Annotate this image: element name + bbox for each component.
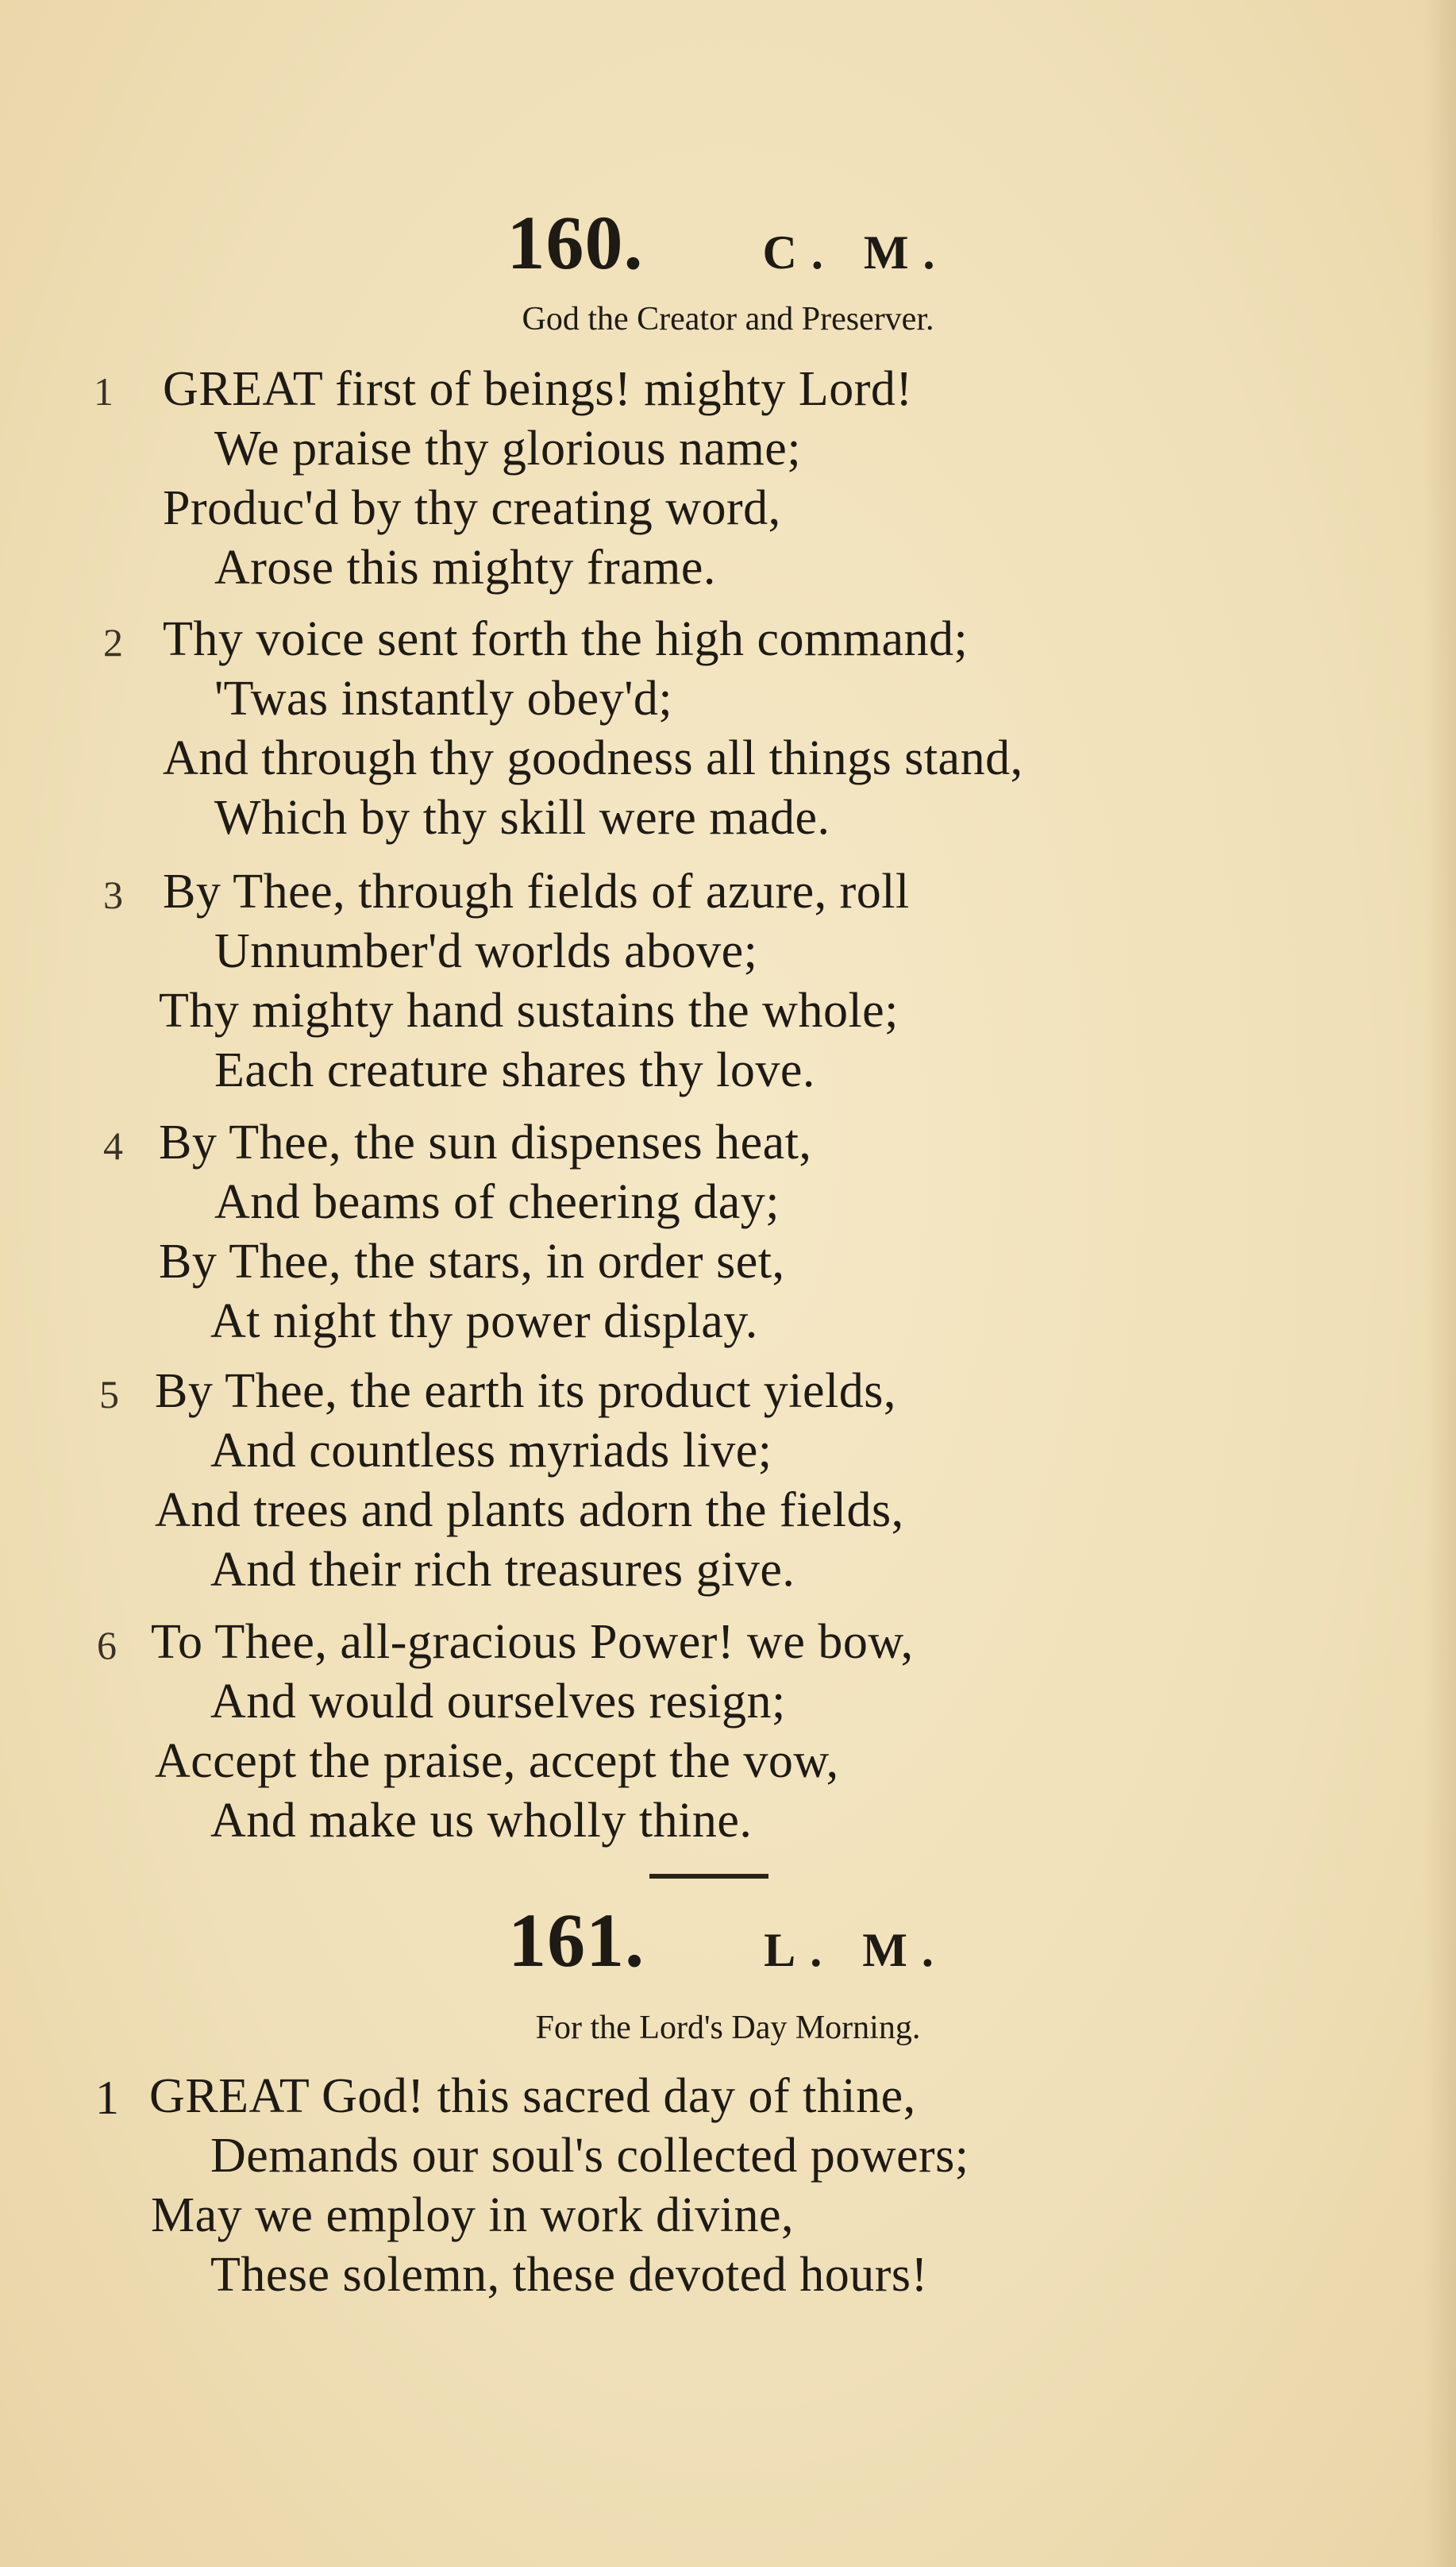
verse-line: May we employ in work divine,: [151, 2188, 795, 2242]
section-divider-rule: [649, 1874, 768, 1879]
verse-line: And beams of cheering day;: [214, 1175, 780, 1229]
page-edge-shadow: [1424, 0, 1456, 2567]
hymn-160-title: God the Creator and Preserver.: [522, 301, 934, 337]
verse-line: We praise thy glorious name;: [214, 422, 802, 476]
verse-line: Accept the praise, accept the vow,: [155, 1734, 839, 1788]
verse-number: 3: [103, 873, 123, 917]
hymn-161-title: For the Lord's Day Morning.: [535, 2010, 921, 2046]
verse-line: Each creature shares thy love.: [214, 1043, 815, 1097]
verse-number: 5: [99, 1372, 119, 1416]
verse-line: At night thy power display.: [210, 1294, 758, 1348]
verse-line: Produc'd by thy creating word,: [163, 481, 781, 535]
hymn-160-header: [0, 198, 1456, 287]
verse-number: 4: [103, 1124, 123, 1168]
verse-number: 6: [97, 1623, 117, 1667]
verse-number: 1: [94, 369, 114, 414]
verse-line: Thy mighty hand sustains the whole;: [159, 984, 899, 1038]
hymn-number: 160.: [507, 200, 644, 285]
verse-line: By Thee, the stars, in order set,: [159, 1235, 785, 1289]
verse-line: 'Twas instantly obey'd;: [214, 672, 673, 726]
verse-line: And their rich treasures give.: [210, 1543, 795, 1597]
verse-line: And trees and plants adorn the fields,: [155, 1483, 904, 1537]
verse-line: Arose this mighty frame.: [214, 541, 716, 595]
verse-line: GREAT first of beings! mighty Lord!: [163, 362, 913, 416]
verse-number: 1: [95, 2072, 119, 2124]
verse-line: And through thy goodness all things stand,: [163, 731, 1023, 785]
hymn-meter: L. M.: [764, 1924, 948, 1976]
verse-number: 2: [103, 620, 123, 665]
verse-line: And make us wholly thine.: [210, 1794, 753, 1848]
verse-line: GREAT God! this sacred day of thine,: [149, 2069, 916, 2123]
hymn-161-header: [0, 1896, 1456, 1984]
verse-line: By Thee, the sun dispenses heat,: [159, 1116, 812, 1170]
verse-line: To Thee, all-gracious Power! we bow,: [151, 1615, 914, 1669]
verse-line: And countless myriads live;: [210, 1424, 772, 1478]
verse-line: Unnumber'd worlds above;: [214, 924, 758, 978]
verse-line: Demands our soul's collected powers;: [210, 2129, 969, 2183]
verse-line: Thy voice sent forth the high command;: [163, 612, 969, 666]
hymn-meter: C. M.: [762, 226, 949, 279]
verse-line: And would ourselves resign;: [210, 1675, 786, 1729]
verse-line: By Thee, through fields of azure, roll: [163, 865, 910, 919]
verse-line: By Thee, the earth its product yields,: [155, 1364, 896, 1418]
verse-line: These solemn, these devoted hours!: [210, 2248, 928, 2302]
verse-line: Which by thy skill were made.: [214, 791, 830, 845]
hymn-number: 161.: [508, 1898, 645, 1983]
